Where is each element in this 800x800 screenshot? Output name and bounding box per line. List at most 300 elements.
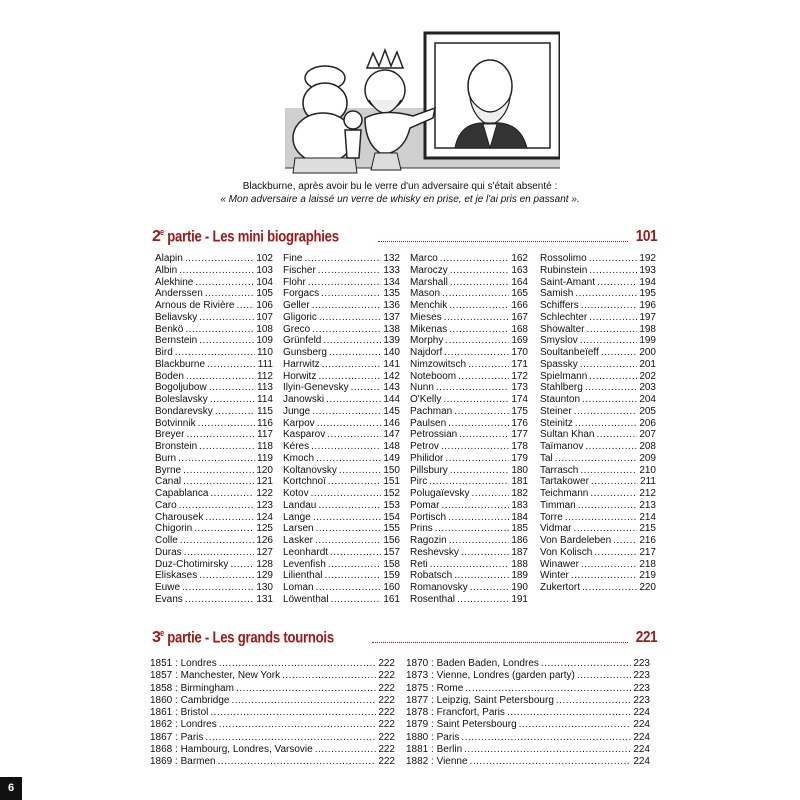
entry-page: 178 xyxy=(511,441,528,452)
toc-entry xyxy=(410,594,528,606)
entry-name: Fischer xyxy=(283,264,316,276)
leader-dots xyxy=(183,476,254,488)
leader-dots xyxy=(199,441,255,453)
entry-name: Tartakower xyxy=(540,476,589,488)
leader-dots xyxy=(580,335,638,347)
biographies-column-2 xyxy=(283,253,400,606)
entry-page: 222 xyxy=(378,658,395,669)
toc-entry xyxy=(540,559,656,571)
toc-entry xyxy=(540,300,656,312)
toc-entry xyxy=(283,253,400,265)
toc-entry xyxy=(410,300,528,312)
entry-name: Tarrasch xyxy=(540,464,579,476)
toc-entry xyxy=(150,707,395,719)
toc-entry xyxy=(410,265,528,277)
toc-entry xyxy=(410,500,528,512)
toc-entry xyxy=(540,570,656,582)
toc-entry xyxy=(155,394,273,406)
leader-dots xyxy=(580,359,638,371)
leader-dots xyxy=(442,288,509,300)
entry-name: Leonhardt xyxy=(283,546,329,558)
leader-dots xyxy=(589,312,637,324)
entry-page: 162 xyxy=(511,253,528,264)
entry-page: 108 xyxy=(256,323,273,335)
toc-entry xyxy=(283,476,400,488)
entry-name: Zukertort xyxy=(540,582,581,593)
leader-dots xyxy=(184,547,255,559)
entry-name: Spassky xyxy=(540,358,578,370)
entry-page: 207 xyxy=(639,429,656,441)
entry-name: 1868 : Hambourg, Londres, Varsovie xyxy=(150,744,313,756)
leader-dots xyxy=(590,488,637,500)
entry-page: 177 xyxy=(511,429,528,441)
entry-page: 199 xyxy=(639,335,656,347)
leader-dots xyxy=(450,277,510,289)
toc-entry xyxy=(283,371,400,383)
entry-name: Benkö xyxy=(155,323,184,335)
entry-page: 159 xyxy=(383,570,400,582)
leader-dots xyxy=(210,394,255,406)
leader-dots xyxy=(179,500,255,512)
entry-page: 222 xyxy=(378,670,395,682)
toc-entry xyxy=(540,312,656,324)
leader-dots xyxy=(195,277,254,289)
entry-name: Greco xyxy=(283,323,311,335)
leader-dots xyxy=(219,658,377,670)
entry-name: Von Bardeleben xyxy=(540,535,612,546)
entry-name: Staunton xyxy=(540,394,581,405)
toc-entry xyxy=(406,756,650,768)
entry-page: 131 xyxy=(256,593,273,605)
toc-entry xyxy=(155,535,273,547)
toc-entry xyxy=(540,429,656,441)
entry-page: 202 xyxy=(639,370,656,382)
entry-name: Pirc xyxy=(410,476,428,488)
leader-dots xyxy=(318,265,382,277)
leader-dots xyxy=(459,429,509,441)
entry-page: 113 xyxy=(257,382,273,394)
leader-dots xyxy=(589,253,638,265)
entry-name: Showalter xyxy=(540,323,585,335)
leader-dots xyxy=(450,465,510,477)
entry-page: 102 xyxy=(256,253,273,264)
entry-name: Evans xyxy=(155,593,183,605)
entry-name: Nimzowitsch xyxy=(410,358,467,370)
entry-page: 187 xyxy=(511,546,528,558)
entry-page: 107 xyxy=(256,311,273,323)
leader-dots xyxy=(326,394,381,406)
leader-dots xyxy=(312,300,382,312)
leader-dots xyxy=(444,312,510,324)
entry-name: 1875 : Rome xyxy=(406,682,464,694)
entry-name: Polugaïevsky xyxy=(410,488,470,499)
entry-page: 222 xyxy=(378,731,395,743)
entry-page: 224 xyxy=(633,719,650,731)
entry-name: Pachman xyxy=(410,405,453,417)
toc-entry xyxy=(540,582,656,594)
entry-page: 173 xyxy=(511,382,528,394)
entry-page: 197 xyxy=(639,311,656,323)
leader-dots xyxy=(591,476,638,488)
toc-entry xyxy=(410,277,528,289)
entry-page: 220 xyxy=(639,582,656,593)
entry-page: 195 xyxy=(639,288,656,300)
entry-page: 215 xyxy=(639,523,656,535)
toc-entry xyxy=(283,465,400,477)
entry-name: Winawer xyxy=(540,558,579,570)
section-3-sup: e xyxy=(160,627,165,638)
section-2-title xyxy=(160,227,339,246)
caption-line-2: « Mon adversaire a laissé un verre de whisky en prise, et je l'ai pris en passant ». xyxy=(220,194,580,205)
section-2-title-text: partie - Les mini biographies xyxy=(164,228,340,245)
toc-entry xyxy=(150,732,395,744)
entry-page: 165 xyxy=(511,288,528,300)
entry-page: 201 xyxy=(639,358,656,370)
toc-entry xyxy=(283,382,400,394)
entry-page: 134 xyxy=(383,276,400,288)
entry-page: 189 xyxy=(511,570,528,582)
entry-name: Larsen xyxy=(283,523,314,535)
leader-dots xyxy=(580,465,637,477)
toc-entry xyxy=(155,277,273,289)
leader-dots xyxy=(555,453,638,465)
leader-dots xyxy=(470,582,510,594)
toc-entry xyxy=(406,658,650,670)
entry-name: Mason xyxy=(410,288,441,300)
entry-name: Fine xyxy=(283,253,303,264)
entry-page: 170 xyxy=(511,347,528,358)
toc-entry xyxy=(155,441,273,453)
entry-page: 130 xyxy=(256,582,273,593)
toc-entry xyxy=(283,288,400,300)
section-3-title xyxy=(160,628,334,647)
toc-entry xyxy=(410,441,528,453)
leader-dots xyxy=(430,559,510,571)
leader-dots xyxy=(441,500,509,512)
toc-entry xyxy=(155,500,273,512)
toc-entry xyxy=(406,683,650,695)
entry-page: 206 xyxy=(639,417,656,429)
leader-dots xyxy=(180,535,255,547)
leader-dots xyxy=(443,394,509,406)
entry-name: Lange xyxy=(283,511,311,523)
entry-name: O'Kelly xyxy=(410,394,442,405)
toc-entry xyxy=(410,582,528,594)
toc-entry xyxy=(410,547,528,559)
entry-name: Levenfish xyxy=(283,558,326,570)
entry-page: 224 xyxy=(633,756,650,768)
leader-dots xyxy=(194,523,254,535)
entry-name: Junge xyxy=(283,405,311,417)
toc-entry xyxy=(155,453,273,465)
leader-dots xyxy=(470,756,632,768)
entry-name: Rubinstein xyxy=(540,264,588,276)
entry-name: Bird xyxy=(155,347,173,358)
entry-name: Stahlberg xyxy=(540,382,583,394)
entry-page: 121 xyxy=(256,476,273,488)
entry-page: 103 xyxy=(256,264,273,276)
entry-name: Tal xyxy=(540,452,553,464)
entry-name: Karpov xyxy=(283,417,315,429)
entry-name: Canal xyxy=(155,476,182,488)
entry-page: 219 xyxy=(639,570,656,582)
leader-dots xyxy=(215,406,255,418)
leader-dots xyxy=(351,382,382,394)
leader-dots xyxy=(457,594,509,606)
entry-name: Capablanca xyxy=(155,488,209,499)
toc-entry xyxy=(283,523,400,535)
toc-entry xyxy=(283,300,400,312)
entry-name: Samish xyxy=(540,288,574,300)
toc-entry xyxy=(155,265,273,277)
entry-page: 176 xyxy=(511,417,528,429)
entry-name: Marco xyxy=(410,253,438,264)
toc-entry xyxy=(410,347,528,359)
toc-entry xyxy=(283,418,400,430)
toc-entry xyxy=(155,406,273,418)
entry-page: 168 xyxy=(511,323,528,335)
toc-entry xyxy=(410,453,528,465)
entry-page: 222 xyxy=(378,694,395,706)
toc-entry xyxy=(283,359,400,371)
leader-dots xyxy=(323,335,381,347)
leader-dots xyxy=(311,441,381,453)
entry-name: Chigorin xyxy=(155,523,193,535)
leader-dots xyxy=(236,683,376,695)
entry-name: Kotov xyxy=(283,488,309,499)
entry-name: Pillsbury xyxy=(410,464,448,476)
entry-name: Albin xyxy=(155,264,178,276)
toc-entry xyxy=(283,265,400,277)
entry-name: Flohr xyxy=(283,276,306,288)
entry-name: Burn xyxy=(155,452,177,464)
entry-name: 1861 : Bristol xyxy=(150,707,209,719)
entry-page: 212 xyxy=(639,488,656,499)
leader-dots xyxy=(448,418,509,430)
entry-name: 1879 : Saint Petersbourg xyxy=(406,719,517,731)
entry-page: 109 xyxy=(256,335,273,347)
entry-name: Beliavsky xyxy=(155,311,198,323)
toc-entry xyxy=(410,394,528,406)
entry-page: 190 xyxy=(511,582,528,593)
entry-page: 155 xyxy=(383,523,400,535)
entry-page: 144 xyxy=(383,394,400,405)
entry-name: Forgacs xyxy=(283,288,320,300)
toc-entry xyxy=(540,512,656,524)
entry-page: 184 xyxy=(511,511,528,523)
entry-page: 191 xyxy=(511,593,528,605)
toc-entry xyxy=(155,253,273,265)
leader-dots xyxy=(318,500,381,512)
entry-name: Grünfeld xyxy=(283,335,322,347)
toc-entry xyxy=(283,324,400,336)
entry-name: Smyslov xyxy=(540,335,578,347)
toc-entry xyxy=(150,683,395,695)
toc-entry xyxy=(283,559,400,571)
leader-dots xyxy=(574,523,638,535)
leader-dots xyxy=(582,394,637,406)
entry-page: 148 xyxy=(383,441,400,452)
entry-name: Romanovsky xyxy=(410,582,468,593)
entry-name: 1858 : Birmingham xyxy=(150,682,234,694)
toc-entry xyxy=(283,570,400,582)
entry-page: 181 xyxy=(511,476,528,488)
toc-entry xyxy=(155,488,273,500)
toc-entry xyxy=(406,707,650,719)
leader-dots xyxy=(440,253,510,265)
toc-entry xyxy=(155,324,273,336)
entry-name: 1869 : Barmen xyxy=(150,756,216,768)
entry-name: Robatsch xyxy=(410,570,453,582)
toc-entry xyxy=(540,335,656,347)
entry-page: 180 xyxy=(511,464,528,476)
leader-dots xyxy=(312,324,381,336)
toc-entry xyxy=(410,488,528,500)
entry-name: Blackburne xyxy=(155,358,206,370)
entry-page: 112 xyxy=(257,370,273,382)
entry-name: 1877 : Leipzig, Saint Petersbourg xyxy=(406,694,554,706)
leader-dots xyxy=(556,695,631,707)
leader-dots xyxy=(178,453,255,465)
leader-dots xyxy=(199,335,254,347)
leader-dots xyxy=(328,476,382,488)
entry-name: Maroczy xyxy=(410,264,448,276)
entry-name: Koltanovsky xyxy=(283,464,337,476)
entry-name: Bondarevsky xyxy=(155,405,213,417)
toc-entry xyxy=(155,594,273,606)
entry-page: 216 xyxy=(639,535,656,546)
entry-name: Paulsen xyxy=(410,417,447,429)
leader-dots xyxy=(571,570,637,582)
leader-dots xyxy=(449,535,510,547)
leader-dots xyxy=(444,347,509,359)
leader-dots xyxy=(436,382,509,394)
toc-entry xyxy=(283,512,400,524)
entry-page: 118 xyxy=(257,441,273,452)
leader-dots xyxy=(318,371,381,383)
biographies-column-3 xyxy=(410,253,528,606)
toc-entry xyxy=(283,394,400,406)
leader-dots xyxy=(308,277,382,289)
entry-name: Portisch xyxy=(410,511,447,523)
toc-entry xyxy=(540,453,656,465)
entry-page: 222 xyxy=(378,744,395,756)
leader-dots xyxy=(589,371,637,383)
entry-name: Menchik xyxy=(410,300,448,311)
entry-page: 135 xyxy=(383,288,400,300)
entry-page: 223 xyxy=(633,682,650,694)
toc-entry xyxy=(150,658,395,670)
toc-entry xyxy=(283,441,400,453)
entry-page: 167 xyxy=(511,311,528,323)
leader-dots xyxy=(519,719,632,731)
entry-page: 160 xyxy=(383,582,400,593)
entry-name: Janowski xyxy=(283,394,325,405)
entry-name: Gunsberg xyxy=(283,347,327,358)
tournaments-column-2 xyxy=(406,658,650,769)
entry-page: 119 xyxy=(257,452,273,464)
leader-dots xyxy=(464,744,631,756)
leader-dots xyxy=(582,582,637,594)
leader-dots xyxy=(328,559,382,571)
entry-name: Kortchnoï xyxy=(283,476,326,488)
toc-entry xyxy=(155,359,273,371)
leader-dots xyxy=(210,488,254,500)
entry-name: Eliskases xyxy=(155,570,198,582)
toc-entry xyxy=(540,371,656,383)
toc-entry xyxy=(540,253,656,265)
toc-entry xyxy=(155,335,273,347)
entry-name: Winter xyxy=(540,570,569,582)
toc-entry xyxy=(540,288,656,300)
entry-name: 1857 : Manchester, New York xyxy=(150,670,281,682)
leader-dots xyxy=(230,559,254,571)
entry-page: 125 xyxy=(256,523,273,535)
entry-page: 208 xyxy=(639,441,656,452)
toc-entry xyxy=(283,335,400,347)
toc-entry xyxy=(155,347,273,359)
toc-entry xyxy=(283,594,400,606)
entry-page: 213 xyxy=(639,499,656,511)
entry-name: 1881 : Berlin xyxy=(406,744,463,756)
entry-name: Vidmar xyxy=(540,523,572,535)
leader-dots xyxy=(186,429,255,441)
section-3-heading xyxy=(152,627,657,647)
section-3-number: 3 xyxy=(152,629,161,646)
leader-dots xyxy=(575,418,638,430)
entry-page: 186 xyxy=(511,535,528,546)
leader-dots xyxy=(454,570,509,582)
toc-entry xyxy=(155,300,273,312)
entry-name: Bronstein xyxy=(155,441,198,452)
toc-entry xyxy=(410,535,528,547)
entry-name: Taïmanov xyxy=(540,441,584,452)
leader-dots xyxy=(330,547,381,559)
toc-entry xyxy=(410,512,528,524)
entry-page: 222 xyxy=(378,707,395,719)
entry-page: 200 xyxy=(639,347,656,358)
leader-dots xyxy=(565,512,638,524)
leader-dots xyxy=(378,241,627,242)
toc-entry xyxy=(540,465,656,477)
section-3-title-text: partie - Les grands tournois xyxy=(164,629,335,646)
toc-entry xyxy=(410,570,528,582)
leader-dots xyxy=(185,594,255,606)
entry-page: 193 xyxy=(639,264,656,276)
leader-dots xyxy=(312,406,381,418)
entry-page: 198 xyxy=(639,323,656,335)
leader-dots xyxy=(198,418,255,430)
entry-page: 209 xyxy=(639,452,656,464)
entry-name: Horwitz xyxy=(283,370,317,382)
illustration-caption xyxy=(0,180,800,206)
entry-name: Philidor xyxy=(410,452,444,464)
entry-page: 174 xyxy=(511,394,528,405)
toc-entry xyxy=(155,512,273,524)
entry-name: Caro xyxy=(155,499,177,511)
entry-page: 133 xyxy=(383,264,400,276)
leader-dots xyxy=(321,288,381,300)
leader-dots xyxy=(186,371,255,383)
leader-dots xyxy=(313,512,382,524)
toc-entry xyxy=(155,418,273,430)
entry-name: Timman xyxy=(540,499,576,511)
entry-page: 223 xyxy=(633,670,650,682)
entry-name: Lasker xyxy=(283,535,314,546)
toc-entry xyxy=(283,488,400,500)
entry-page: 218 xyxy=(639,558,656,570)
entry-page: 194 xyxy=(639,276,656,288)
